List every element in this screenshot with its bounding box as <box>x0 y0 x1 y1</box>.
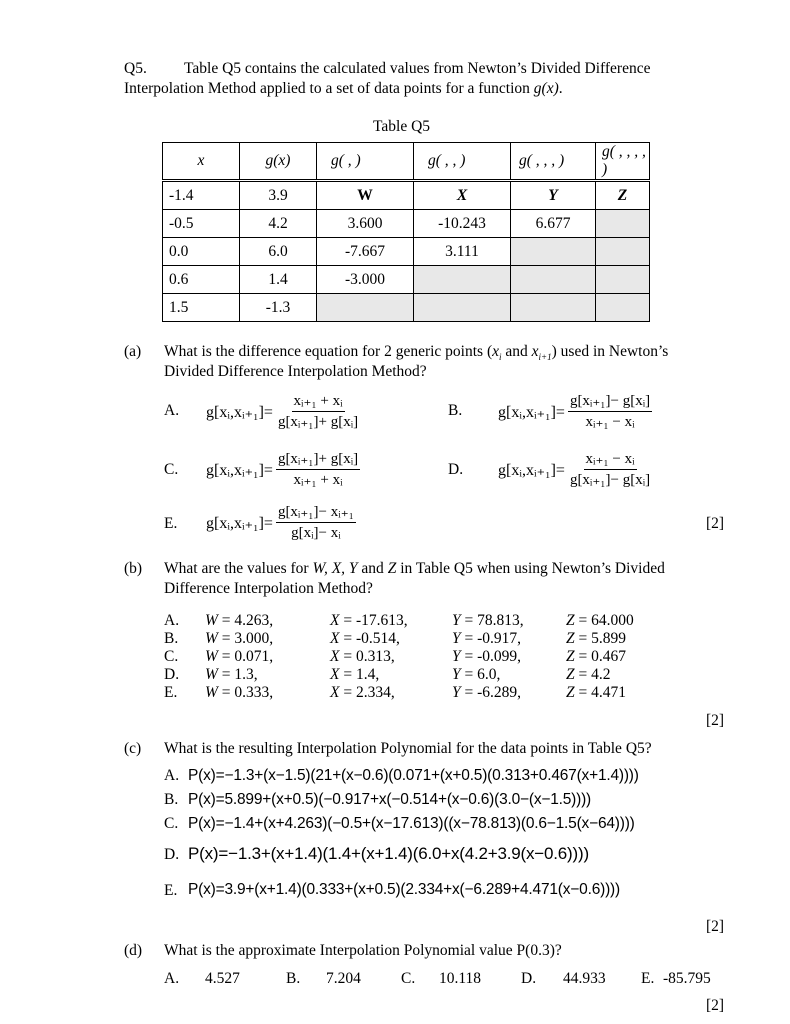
part-b-option-x-value[interactable]: X = -0.514, <box>330 630 400 647</box>
part-c-option-b-letter[interactable]: B. <box>164 791 179 808</box>
table-cell: 6.677 <box>511 210 596 238</box>
part-b-option-x-value[interactable]: X = 1.4, <box>330 666 380 683</box>
part-d-option-e-value[interactable]: -85.795 <box>663 970 711 987</box>
table-cell: 3.9 <box>240 181 317 210</box>
table-cell: -7.667 <box>317 238 414 266</box>
part-c-question: What is the resulting Interpolation Polynomial for the data points in Table Q5? <box>164 740 652 757</box>
part-a-label: (a) <box>124 343 142 360</box>
table-cell: 3.600 <box>317 210 414 238</box>
part-a-question-line2: Divided Difference Interpolation Method? <box>164 363 427 380</box>
option-b-letter[interactable]: B. <box>448 402 463 419</box>
part-a-marks: [2] <box>706 515 725 532</box>
part-b-option-z-value[interactable]: Z = 4.2 <box>566 666 611 683</box>
part-d-option-c-value[interactable]: 10.118 <box>439 970 482 987</box>
table-cell-empty <box>596 210 650 238</box>
part-b-question-line1: What are the values for W, X, Y and Z in Table Q5 when using Newton’s Divided <box>164 560 665 577</box>
part-b-label: (b) <box>124 560 143 577</box>
part-b-option-x-value[interactable]: X = 0.313, <box>330 648 395 665</box>
part-b-option-w-value[interactable]: W = 1.3, <box>205 666 258 683</box>
table-cell: -0.5 <box>163 210 240 238</box>
part-c-option-c-letter[interactable]: C. <box>164 815 179 832</box>
part-b-option-letter[interactable]: B. <box>164 630 179 647</box>
part-b-option-y-value[interactable]: Y = -6.289, <box>452 684 522 701</box>
part-d-option-b-value[interactable]: 7.204 <box>326 970 361 987</box>
table-cell: W <box>317 181 414 210</box>
part-c-marks: [2] <box>706 918 725 935</box>
part-c-option-c-expr[interactable]: P(x)=−1.4+(x+4.263)(−0.5+(x−17.613)((x−78.813)(0.6−1.5(x−64)))) <box>188 815 635 832</box>
option-d-equation[interactable]: g[xᵢ,xᵢ₊₁]= $\frac{\text{xᵢ₊₁ − xᵢ}}{\text{g[xᵢ₊₁]− g[xᵢ]}}$ <box>498 451 651 488</box>
table-row <box>163 210 650 238</box>
part-b-option-z-value[interactable]: Z = 5.899 <box>566 630 626 647</box>
part-b-option-x-value[interactable]: X = -17.613, <box>330 612 408 629</box>
option-a-equation[interactable]: g[xᵢ,xᵢ₊₁]= $\frac{\text{xᵢ₊₁ + xᵢ}}{\text{g[xᵢ₊₁]+ g[xᵢ]}}$ <box>206 393 359 430</box>
part-b-option-letter[interactable]: E. <box>164 684 178 701</box>
part-c-option-e-letter[interactable]: E. <box>164 882 178 899</box>
part-b-option-x-value[interactable]: X = 2.334, <box>330 684 395 701</box>
table-caption: Table Q5 <box>373 118 431 135</box>
part-b-marks: [2] <box>706 712 725 729</box>
table-cell: Z <box>596 181 650 210</box>
table-cell-empty <box>596 266 650 294</box>
header-g5: g( , , , , ) <box>596 143 650 181</box>
table-cell: X <box>414 181 511 210</box>
table-cell: -1.3 <box>240 294 317 322</box>
part-b-option-letter[interactable]: D. <box>164 666 180 683</box>
table-cell-empty <box>414 266 511 294</box>
part-b-option-w-value[interactable]: W = 0.071, <box>205 648 274 665</box>
part-d-question: What is the approximate Interpolation Polynomial value P(0.3)? <box>164 942 562 959</box>
option-a-letter[interactable]: A. <box>164 402 180 419</box>
header-gx: g(x) <box>240 143 317 181</box>
part-b-option-letter[interactable]: A. <box>164 612 180 629</box>
option-c-equation[interactable]: g[xᵢ,xᵢ₊₁]= $\frac{\text{g[xᵢ₊₁]+ g[xᵢ]}}{\text{xᵢ₊₁ + xᵢ}}$ <box>206 451 359 488</box>
table-cell: Y <box>511 181 596 210</box>
part-d-option-c-letter[interactable]: C. <box>401 970 416 987</box>
part-b-option-w-value[interactable]: W = 0.333, <box>205 684 274 701</box>
part-c-option-d-letter[interactable]: D. <box>164 846 180 863</box>
part-b-question-line2: Difference Interpolation Method? <box>164 580 373 597</box>
part-c-option-e-expr[interactable]: P(x)=3.9+(x+1.4)(0.333+(x+0.5)(2.334+x(−6.289+4.471(x−0.6)))) <box>188 881 620 898</box>
part-b-option-z-value[interactable]: Z = 0.467 <box>566 648 626 665</box>
part-b-option-y-value[interactable]: Y = -0.917, <box>452 630 522 647</box>
table-cell-empty <box>414 294 511 322</box>
part-c-label: (c) <box>124 740 142 757</box>
part-b-option-y-value[interactable]: Y = 78.813, <box>452 612 524 629</box>
part-c-option-d-expr[interactable]: P(x)=−1.3+(x+1.4)(1.4+(x+1.4)(6.0+x(4.2+3.9(x−0.6)))) <box>188 844 589 863</box>
table-cell: 1.5 <box>163 294 240 322</box>
table-cell: -10.243 <box>414 210 511 238</box>
part-b-option-y-value[interactable]: Y = -0.099, <box>452 648 522 665</box>
part-d-marks: [2] <box>706 997 725 1014</box>
part-c-option-a-letter[interactable]: A. <box>164 767 180 784</box>
question-label: Q5. <box>124 60 147 77</box>
part-b-option-z-value[interactable]: Z = 4.471 <box>566 684 626 701</box>
question-intro-line1: Table Q5 contains the calculated values from Newton’s Divided Difference <box>184 60 651 77</box>
table-row <box>163 294 650 322</box>
table-cell-empty <box>511 238 596 266</box>
part-b-option-y-value[interactable]: Y = 6.0, <box>452 666 501 683</box>
table-cell: -1.4 <box>163 181 240 210</box>
option-c-letter[interactable]: C. <box>164 461 179 478</box>
option-d-letter[interactable]: D. <box>448 461 464 478</box>
part-d-option-d-letter[interactable]: D. <box>521 970 537 987</box>
part-b-option-letter[interactable]: C. <box>164 648 179 665</box>
part-c-option-a-expr[interactable]: P(x)=−1.3+(x−1.5)(21+(x−0.6)(0.071+(x+0.5)(0.313+0.467(x+1.4)))) <box>188 767 639 784</box>
table-cell-empty <box>317 294 414 322</box>
table-cell: 4.2 <box>240 210 317 238</box>
part-b-option-w-value[interactable]: W = 4.263, <box>205 612 274 629</box>
table-cell-empty <box>596 294 650 322</box>
table-cell-empty <box>511 294 596 322</box>
table-header-row <box>163 143 650 181</box>
header-g4: g( , , , ) <box>511 143 596 181</box>
part-b-option-z-value[interactable]: Z = 64.000 <box>566 612 634 629</box>
header-x: x <box>163 143 240 181</box>
option-b-equation[interactable]: g[xᵢ,xᵢ₊₁]= $\frac{\text{g[xᵢ₊₁]− g[xᵢ]}}{\text{xᵢ₊₁ − xᵢ}}$ <box>498 393 651 430</box>
table-cell: 0.0 <box>163 238 240 266</box>
part-d-option-b-letter[interactable]: B. <box>286 970 301 987</box>
option-e-letter[interactable]: E. <box>164 515 178 532</box>
table-cell: 1.4 <box>240 266 317 294</box>
part-c-option-b-expr[interactable]: P(x)=5.899+(x+0.5)(−0.917+x(−0.514+(x−0.6)(3.0−(x−1.5)))) <box>188 791 592 808</box>
table-cell: 0.6 <box>163 266 240 294</box>
part-d-option-d-value[interactable]: 44.933 <box>563 970 606 987</box>
header-g3: g( , , ) <box>414 143 511 181</box>
table-row <box>163 181 650 210</box>
part-d-option-e-letter[interactable]: E. <box>641 970 655 987</box>
table-cell: -3.000 <box>317 266 414 294</box>
header-g2: g( , ) <box>317 143 414 181</box>
part-d-option-a-value[interactable]: 4.527 <box>205 970 240 987</box>
table-cell: 3.111 <box>414 238 511 266</box>
table-cell-empty <box>511 266 596 294</box>
part-a-question-line1: What is the difference equation for 2 generic points ($x_i$ and $x_{i+1}$) used in Newton’s <box>164 343 669 363</box>
divided-difference-table <box>162 142 650 322</box>
part-b-option-w-value[interactable]: W = 3.000, <box>205 630 274 647</box>
table-row <box>163 238 650 266</box>
question-intro-line2: Interpolation Method applied to a set of data points for a function g(x). <box>124 80 563 97</box>
table-row <box>163 266 650 294</box>
part-d-label: (d) <box>124 942 143 959</box>
table-cell: 6.0 <box>240 238 317 266</box>
part-d-option-a-letter[interactable]: A. <box>164 970 180 987</box>
option-e-equation[interactable]: g[xᵢ,xᵢ₊₁]= $\frac{\text{g[xᵢ₊₁]− xᵢ₊₁}}{\text{g[xᵢ]− xᵢ}}$ <box>206 504 354 541</box>
table-cell-empty <box>596 238 650 266</box>
